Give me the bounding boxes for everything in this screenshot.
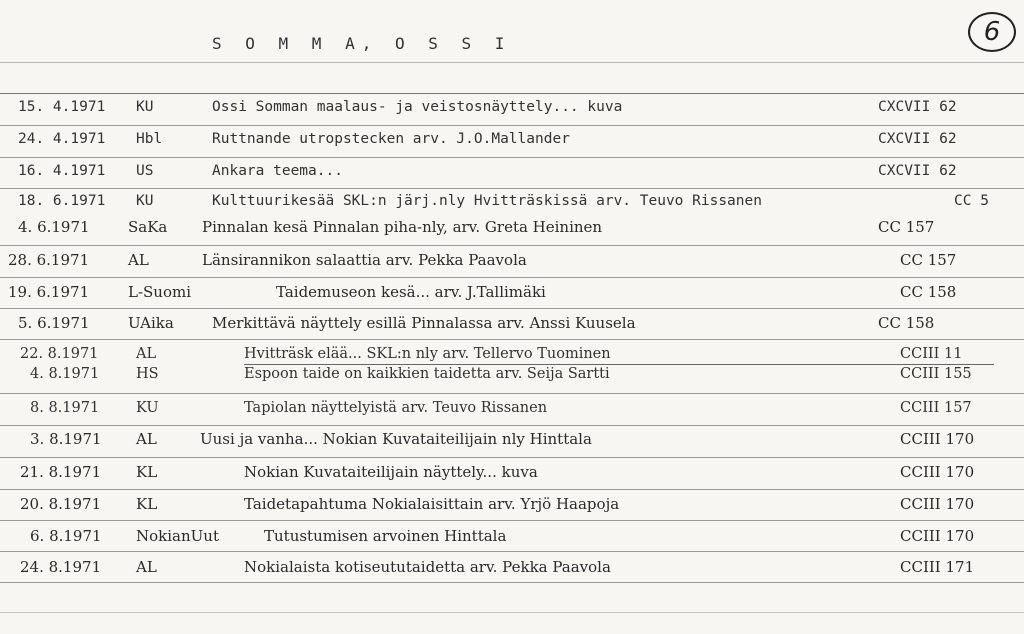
divider [0,125,1024,126]
entry-date: 19. 6.1971 [8,283,90,301]
list-item [0,558,1024,584]
entry-reference: CCIII 171 [900,558,975,576]
circled-page-number: 6 [968,12,1016,52]
entry-reference: CXCVII 62 [878,99,957,115]
entry-reference: CCIII 155 [900,366,972,382]
list-item [0,218,1024,244]
list-item [0,400,1024,426]
entry-source: NokianUut [136,527,219,545]
entry-source: KL [136,495,158,513]
entry-date: 4. 6.1971 [18,218,90,236]
list-item [0,163,1024,189]
entry-reference: CXCVII 62 [878,163,957,179]
entry-source: Hbl [136,131,163,147]
entry-date: 24. 8.1971 [20,558,102,576]
entry-source: L-Suomi [128,283,192,301]
entry-reference: CC 157 [878,218,935,236]
entry-text: Ossi Somman maalaus- ja veistosnäyttely... kuva [212,99,623,115]
list-item [0,283,1024,309]
entry-reference: CCIII 170 [900,463,975,481]
entry-date: 3. 8.1971 [30,430,102,448]
entry-text: Nokialaista kotiseututaidetta arv. Pekka Paavola [244,558,611,576]
divider [0,308,1024,309]
entry-source: US [136,163,154,179]
entry-date: 15. 4.1971 [18,99,106,115]
list-item [0,366,1024,392]
entry-text: Nokian Kuvataiteilijain näyttely... kuva [244,463,538,481]
list-item [0,251,1024,277]
entry-text: Uusi ja vanha... Nokian Kuvataiteilijain nly Hinttala [200,430,592,448]
entry-source: KL [136,463,158,481]
entry-date: 21. 8.1971 [20,463,102,481]
entry-text: Länsirannikon salaattia arv. Pekka Paavola [202,251,527,269]
entry-date: 28. 6.1971 [8,251,90,269]
divider [0,551,1024,552]
entry-reference: CCIII 11 [900,346,963,362]
entry-text: Hvitträsk elää... SKL:n nly arv. Tellervo Tuominen [244,346,611,362]
entry-reference: CC 158 [878,314,935,332]
entry-source: SaKa [128,218,168,236]
entry-text: Ruttnande utropstecken arv. J.O.Mallander [212,131,570,147]
divider [0,457,1024,458]
divider [0,245,1024,246]
entry-source: AL [128,251,149,269]
entry-text: Pinnalan kesä Pinnalan piha-nly, arv. Greta Heininen [202,218,603,236]
list-item [0,430,1024,456]
entry-reference: CXCVII 62 [878,131,957,147]
divider [0,520,1024,521]
entry-text: Tapiolan näyttelyistä arv. Teuvo Rissanen [244,400,548,416]
entry-source: AL [136,430,157,448]
entry-text: Espoon taide on kaikkien taidetta arv. Seija Sartti [244,366,610,382]
divider [0,393,1024,394]
entry-source: HS [136,366,159,382]
entry-text: Merkittävä näyttely esillä Pinnalassa arv. Anssi Kuusela [212,314,636,332]
list-item [0,527,1024,553]
list-item [0,99,1024,125]
entry-text: Kulttuurikesää SKL:n järj.nly Hvitträskissä arv. Teuvo Rissanen [212,193,762,209]
entry-reference: CCIII 170 [900,495,975,513]
entry-reference: CC 158 [900,283,957,301]
divider [0,93,1024,94]
entry-source: AL [136,346,157,362]
list-item [0,495,1024,521]
divider [0,188,1024,189]
entry-date: 16. 4.1971 [18,163,106,179]
list-item [0,131,1024,157]
entry-source: KU [136,193,154,209]
divider [0,157,1024,158]
entry-reference: CC 5 [954,193,989,209]
entry-reference: CCIII 157 [900,400,972,416]
entry-source: AL [136,558,157,576]
entry-date: 4. 8.1971 [30,366,100,382]
list-item [0,193,1024,219]
entry-date: 8. 8.1971 [30,400,100,416]
entry-text: Taidemuseon kesä... arv. J.Tallimäki [276,283,546,301]
divider [0,62,1024,63]
entry-date: 24. 4.1971 [18,131,106,147]
entry-text: Tutustumisen arvoinen Hinttala [264,527,507,545]
divider [0,425,1024,426]
entry-reference: CC 157 [900,251,957,269]
divider [0,612,1024,613]
entry-text: Ankara teema... [212,163,343,179]
entry-source: UAika [128,314,174,332]
divider [0,582,1024,583]
person-name-header: S O M M A, O S S I [212,34,512,53]
divider [0,277,1024,278]
entry-source: KU [136,400,159,416]
list-item [0,314,1024,340]
entry-date: 6. 8.1971 [30,527,102,545]
entry-reference: CCIII 170 [900,430,975,448]
entry-text: Taidetapahtuma Nokialaisittain arv. Yrjö Haapoja [244,495,620,513]
divider [0,489,1024,490]
entry-reference: CCIII 170 [900,527,975,545]
entry-date: 20. 8.1971 [20,495,102,513]
entry-date: 5. 6.1971 [18,314,90,332]
strike-line [244,364,994,365]
entry-date: 22. 8.1971 [20,346,99,362]
divider [0,339,1024,340]
entry-date: 18. 6.1971 [18,193,106,209]
list-item [0,463,1024,489]
entry-source: KU [136,99,154,115]
